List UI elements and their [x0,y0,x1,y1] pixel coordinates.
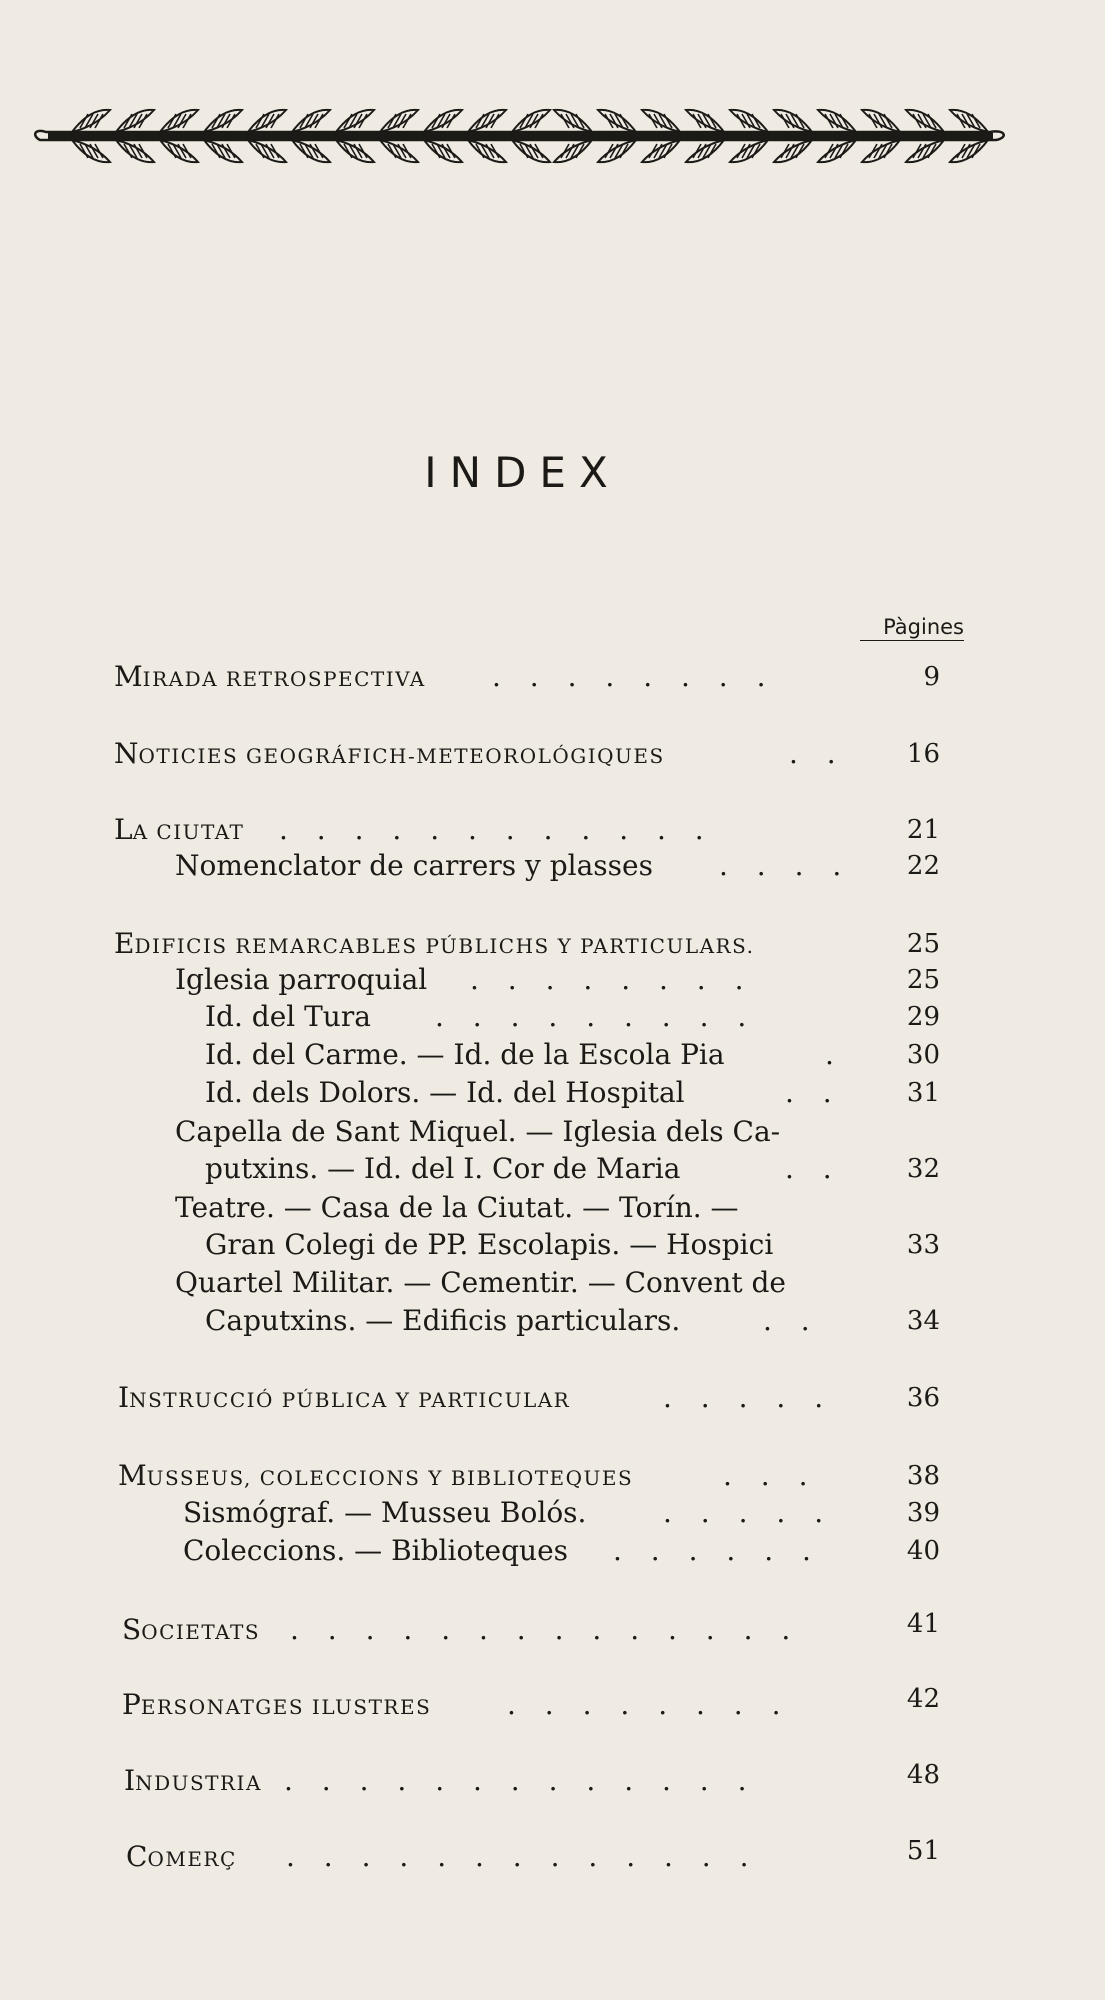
page-number: 9 [923,662,940,692]
page-number: 16 [906,739,940,769]
page-number: 33 [906,1230,940,1260]
page-number: 48 [906,1760,940,1790]
page-number: 38 [906,1461,940,1491]
page-title: INDEX [424,448,621,497]
page-number: 34 [906,1306,940,1336]
page-number: 25 [906,965,940,995]
page-number: 40 [906,1536,940,1566]
page-number: 31 [906,1078,940,1108]
page-number: 21 [906,815,940,845]
page-number: 32 [906,1154,940,1184]
page-number: 39 [906,1498,940,1528]
table-of-contents: MIRADA RETROSPECTIVA . . . . . . . . 9 NOTICIES GEOGRÁFICH-METEOROLÓGIQUES . . 16 LA CIUTAT . . . . . . . . . . . . 21 Nomenclator de carrers y plasses . . . . 22 EDIFICIS REMARCABLES PÚBLICHS Y PARTICULARS. 25 Iglesia parroquial . . . . . . . . 25 Id. del Tura . . . . . . . . . 29 Id. del Carme. — Id. de la Escola Pia . 30 Id. dels Dolors. — Id. del Hospital . . 31 Capella de Sant Miquel. — Iglesia dels Ca- putxins. — Id. del I. Cor de Maria . . 32 Teatre. — Casa de la Ciutat. — Torín. — Gran Colegi de PP. Escolapis. — Hospici 33 Quartel Militar. — Cementir. — Convent de Caputxins. — Edificis particulars. . . 34 INSTRUCCIÓ PÚBLICA Y PARTICULAR . . . . . 36 MUSSEUS, COLECCIONS Y BIBLIOTEQUES . . . 38 Sismógraf. — Musseu Bolós. . . . . . 39 Coleccions. — Biblioteques . . . . . . 40 SOCIETATS . . . . . . . . . . . . . . 41 PERSONATGES ILUSTRES . . . . . . . . 42 INDUSTRIA . . . . . . . . . . . . . 48 COMERÇ . . . . . . . . . . . . . 51 [114,660,940,1873]
page-number: 25 [906,929,940,959]
page-number: 30 [906,1040,940,1070]
page-number: 36 [906,1383,940,1413]
page-number: 29 [906,1002,940,1032]
page-number: 42 [906,1684,940,1714]
page-number: 51 [906,1836,940,1866]
page-number: 41 [906,1609,940,1639]
page-number: 22 [906,851,940,881]
pages-column-header: Pàgines [860,615,964,641]
